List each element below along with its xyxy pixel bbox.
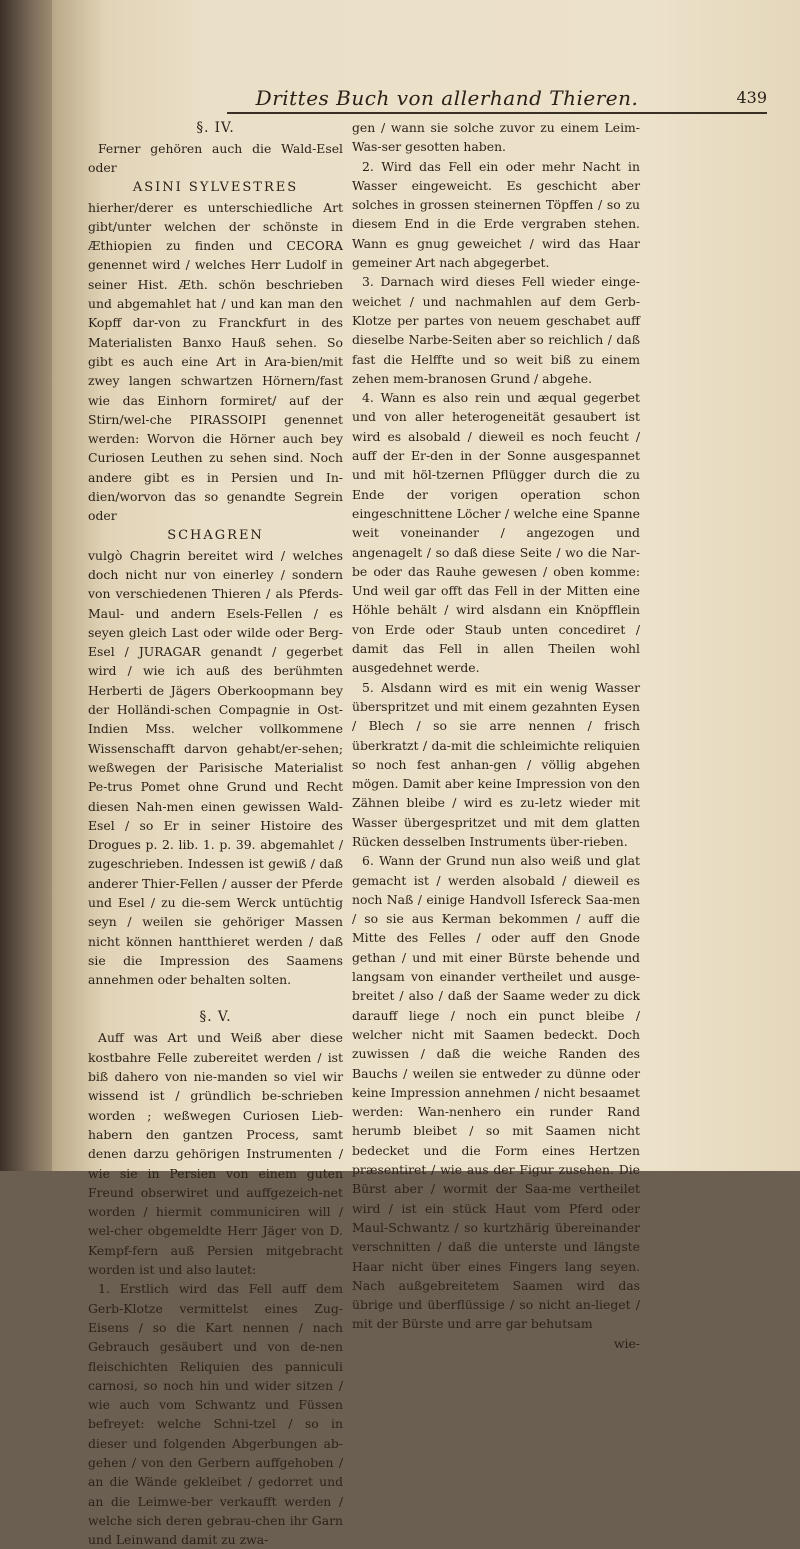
term-heading: SCHAGREN — [167, 527, 264, 543]
paragraph: Auff was Art und Weiß aber diese kostbahre Felle zubereitet werden / ist biß dahero von nie-manden so viel wir wissend ist / gründlich be-schrieben worden ; weßwegen Curiosen Lieb-habern den gantzen Process, samt denen darzu gehörigen Instrumenten / wie sie in Persien von einem guten Freund obserwiret und auffgezeich-net worden / hiermit communiciren will / wel-cher obgemeldte Herr Jäger von D. Kempf-fern auß Persien mitgebracht worden ist und also lautet: — [88, 1030, 343, 1278]
paragraph: 4. Wann es also rein und æqual gegerbet und von aller heterogeneität gesaubert ist wird es alsobald / dieweil es noch feucht / auff der Er-den in der Sonne ausgespannet und mit höl-tzernen Pflügger durch die zu Ende der vorigen operation schon eingeschnittene Löcher / welche eine Spanne weit voneinander / angezogen und angenagelt / so daß diese Seite / wo die Nar-be oder das Rauhe gewesen / oben komme: Und weil gar offt das Fell in der Mitten eine Höhle behält / wird alsdann ein Knöpfflein von Erde oder Staub unten concediret / damit das Fell in allen Theilen wohl ausgedehnet werde. — [352, 390, 640, 676]
left-column — [88, 118, 343, 1549]
paragraph: 1. Erstlich wird das Fell auff dem Gerb-Klotze vermittelst eines Zug-Eisens / so die Kart nennen / nach Gebrauch gesäubert und von de-nen fleischichten Reliquien des panniculi carnosi, so noch hin und wider sitzen / wie auch vom Schwantz und Füssen befreyet: welche Schni-tzel / so in dieser und folgenden Abgerbungen ab-gehen / von den Gerbern auffgehoben / an die Wände gekleibet / gedorret und an die Leimwe-ber verkaufft werden / welche sich deren gebrau-chen ihr Garn und Leinwand damit zu zwa- — [88, 1281, 343, 1548]
paragraph: 5. Alsdann wird es mit ein wenig Wasser überspritzet und mit einem gezahnten Eysen / Blech / so sie arre nennen / frisch überkratzt / da-mit die schleimichte reliquien so noch fest anhan-gen / völlig abgehen mögen. Damit aber keine Impression von den Zähnen bleibe / wird es zu-letz wieder mit Wasser übergespritzet und mit dem glatten Rücken desselben Instruments über-rieben. — [352, 679, 640, 849]
paragraph-intro: Ferner gehören auch die Wald-Esel oder — [88, 141, 343, 176]
paragraph: vulgò Chagrin bereitet wird / welches doch nicht nur von einerley / sondern von verschiedenen Thieren / als Pferds-Maul- und andern Esels-Fellen / es seyen gleich Last oder wilde oder Berg-Esel / JURAGAR genandt / gegerbet wird / wie ich auß des berühmten Herberti de Jägers Oberkoopmann bey der Holländi-schen Compagnie in Ost-Indien Mss. welcher vollkommene Wissenschafft darvon gehabt/er-sehen; weßwegen der Parisische Materialist Pe-trus Pomet ohne Grund und Recht diesen Nah-men einen gewissen Wald-Esel / so Er in seiner Histoire des Drogues p. 2. lib. 1. p. 39. abgemahlet / zugeschrieben. Indessen ist gewiß / daß anderer Thier-Fellen / ausser der Pferde und Esel / zu die-sem Werck untüchtig seyn / weilen sie gehöriger Massen nicht können hantthieret werden / daß sie die Impression des Saamens annehmen oder behalten solten. — [88, 547, 343, 988]
section-heading: §. V. — [199, 1009, 232, 1026]
page-number: 439 — [736, 88, 767, 107]
paragraph: 3. Darnach wird dieses Fell wieder einge-weichet / und nachmahlen auf dem Gerb-Klotze per partes von neuem geschabet auff dieselbe Narbe-Seiten aber so reichlich / daß fast die Helffte und so weit biß zu einem zehen mem-branosen Grund / abgehe. — [352, 274, 640, 386]
paragraph: hierher/derer es unterschiedliche Art gibt/unter welchen der schönste in Æthiopien zu finden und CECORA genennet wird / welches Herr Ludolf in seiner Hist. Æth. schön beschrieben und abgemahlet hat / und kan man den Kopff dar-von zu Franckfurt in des Materialisten Banxo Hauß sehen. So gibt es auch eine Art in Ara-bien/mit zwey langen schwartzen Hörnern/fast wie das Einhorn formiret/ auf der Stirn/wel-che PIRASSOIPI genennet werden: Worvon die Hörner auch bey Curiosen Leuthen zu sehen sind. Noch andere gibt es in Persien und In-dien/worvon das so genandte Segrein oder — [88, 199, 343, 524]
paragraph: 6. Wann der Grund nun also weiß und glat gemacht ist / werden alsobald / dieweil es noch Naß / einige Handvoll Isfereck Saa-men / so sie aus Kerman bekommen / auff die Mitte des Felles / oder auff den Gnode gethan / und mit einer Bürste behende und langsam von einander vertheilet und ausge-breitet / also / daß der Saame weder zu dick darauff liege / noch ein punct bleibe / welcher nicht mit Saamen bedeckt. Doch zuwissen / daß die weiche Randen des Bauchs / weilen sie entweder zu dünne oder keine Impression annehmen / nicht besaamet werden: Wan-nenhero ein runder Rand herumb bleibet / so mit Saamen nicht bedecket und die Form eines Hertzen præsentiret / wie aus der Figur zusehen. Die Bürst aber / wormit der Saa-me vertheilet wird / ist ein stück Haut vom Pferd oder Maul-Schwantz / so kurtzhärig übereinander verschnitten / daß die unterste und längste Haar nicht über eines Fingers lang seyen. Nach außgebreitetem Saamen wird das übrige und überflüssige / so nicht an-lieget / mit der Bürste und arre gar behutsam — [352, 853, 640, 1332]
page-title: Drittes Buch von allerhand Thieren. — [255, 86, 639, 110]
book-page — [52, 0, 800, 1548]
section-heading: §. IV. — [196, 120, 235, 136]
paragraph: 2. Wird das Fell ein oder mehr Nacht in Wasser eingeweicht. Es geschicht aber solches in grossen steinernen Töpffen / so zu diesem End in die Erde vergraben stehen. Wann es gnug geweichet / wird das Haar gemeiner Art nach abgegerbet. — [352, 158, 640, 271]
latin-heading: ASINI SYLVESTRES — [132, 179, 299, 195]
right-column — [352, 118, 640, 1353]
paragraph: gen / wann sie solche zuvor zu einem Leim-Was-ser gesotten haben. — [352, 120, 640, 155]
catchword: wie- — [613, 1335, 640, 1351]
running-header — [227, 84, 767, 114]
